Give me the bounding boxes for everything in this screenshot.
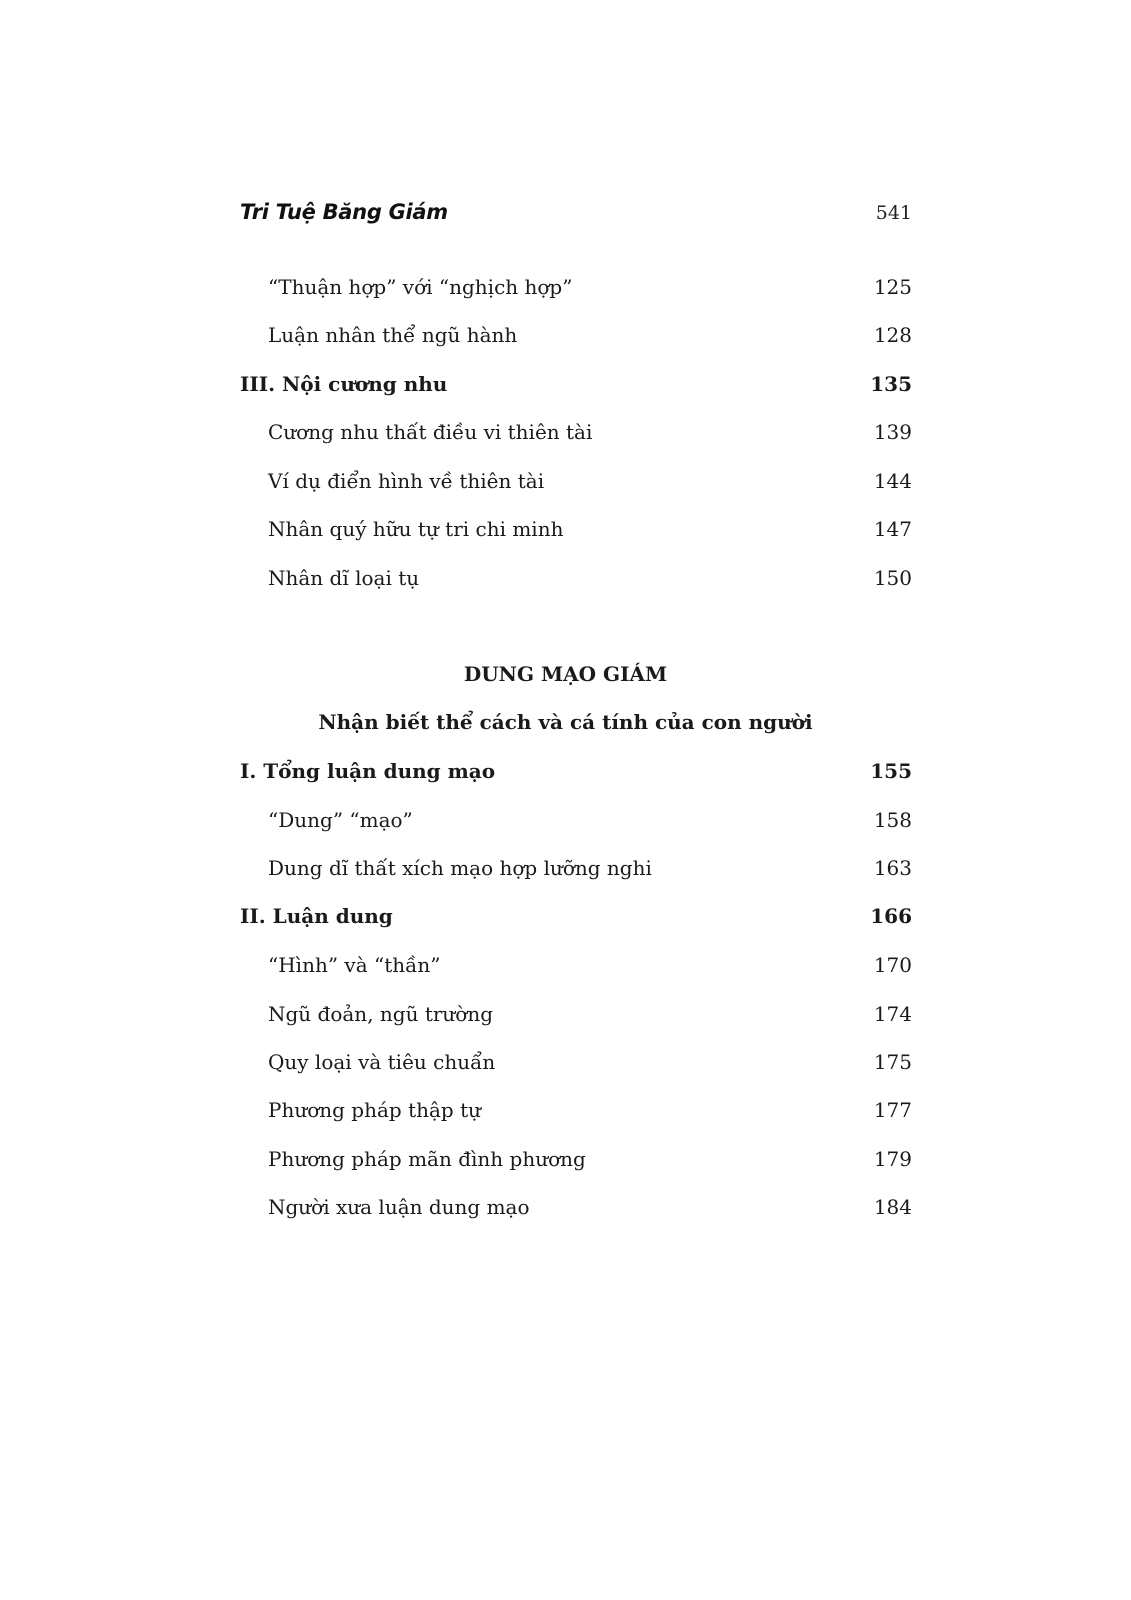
toc-entry-page: 158 (873, 808, 912, 832)
toc-chapter-entry (240, 899, 912, 933)
toc-entry-page: 175 (873, 1050, 912, 1074)
toc-entry-label: Cương nhu thất điều vi thiên tài (268, 420, 593, 444)
toc-entry-label: Phương pháp mãn đình phương (268, 1147, 586, 1171)
toc-entry-page: 139 (873, 420, 912, 444)
toc-entry-page: 179 (873, 1147, 912, 1171)
toc-entry-page: 166 (870, 904, 912, 928)
toc-entry (240, 1093, 912, 1127)
toc-entry-label: Dung dĩ thất xích mạo hợp lưỡng nghi (268, 856, 652, 880)
toc-entry-label: Luận nhân thể ngũ hành (268, 323, 518, 347)
toc-entry-label: III. Nội cương nhu (240, 372, 448, 396)
toc-entry (240, 415, 912, 449)
toc-entry-page: 135 (870, 372, 912, 396)
toc-entry-label: Phương pháp thập tự (268, 1098, 481, 1122)
running-header (240, 200, 912, 234)
toc-entry-page: 155 (870, 759, 912, 783)
toc-entry-page: 150 (873, 566, 912, 590)
section-subtitle: Nhận biết thể cách và cá tính của con người (318, 710, 813, 734)
toc-entry (240, 318, 912, 352)
toc-entry (240, 948, 912, 982)
toc-entry-label: Nhân dĩ loại tụ (268, 566, 420, 590)
toc-entry-page: 147 (873, 517, 912, 541)
toc-entry (240, 464, 912, 498)
toc-entry-page: 174 (873, 1002, 912, 1026)
toc-entry-page: 163 (873, 856, 912, 880)
toc-entry-label: Ngũ đoản, ngũ trường (268, 1002, 494, 1026)
toc-entry (240, 851, 912, 885)
toc-entry (240, 803, 912, 837)
toc-entry-label: Người xưa luận dung mạo (268, 1195, 530, 1219)
page-number: 541 (875, 202, 912, 224)
toc-entry (240, 1142, 912, 1176)
section-title: DUNG MẠO GIÁM (463, 662, 668, 686)
toc-entry-label: “Dung” “mạo” (268, 808, 413, 832)
toc-entry (240, 997, 912, 1031)
toc-entry-page: 177 (873, 1098, 912, 1122)
toc-chapter-entry (240, 754, 912, 788)
toc-entry-label: “Hình” và “thần” (268, 953, 441, 977)
toc-entry-page: 170 (873, 953, 912, 977)
toc-entry-label: I. Tổng luận dung mạo (240, 759, 496, 783)
toc-entry (240, 1190, 912, 1224)
toc-entry-label: II. Luận dung (240, 904, 393, 928)
toc-entry-page: 128 (873, 323, 912, 347)
toc-entry-label: Nhân quý hữu tự tri chi minh (268, 517, 564, 541)
toc-entry (240, 561, 912, 595)
toc-entry-page: 184 (873, 1195, 912, 1219)
toc-entry-label: “Thuận hợp” với “nghịch hợp” (268, 275, 573, 299)
toc-entry (240, 512, 912, 546)
toc-chapter-entry (240, 367, 912, 401)
book-title: Tri Tuệ Băng Giám (240, 200, 448, 224)
toc-entry-label: Quy loại và tiêu chuẩn (268, 1050, 496, 1074)
toc-entry (240, 270, 912, 304)
toc-entry-label: Ví dụ điển hình về thiên tài (268, 469, 545, 493)
toc-entry (240, 1045, 912, 1079)
toc-entry-page: 125 (873, 275, 912, 299)
toc-entry-page: 144 (873, 469, 912, 493)
